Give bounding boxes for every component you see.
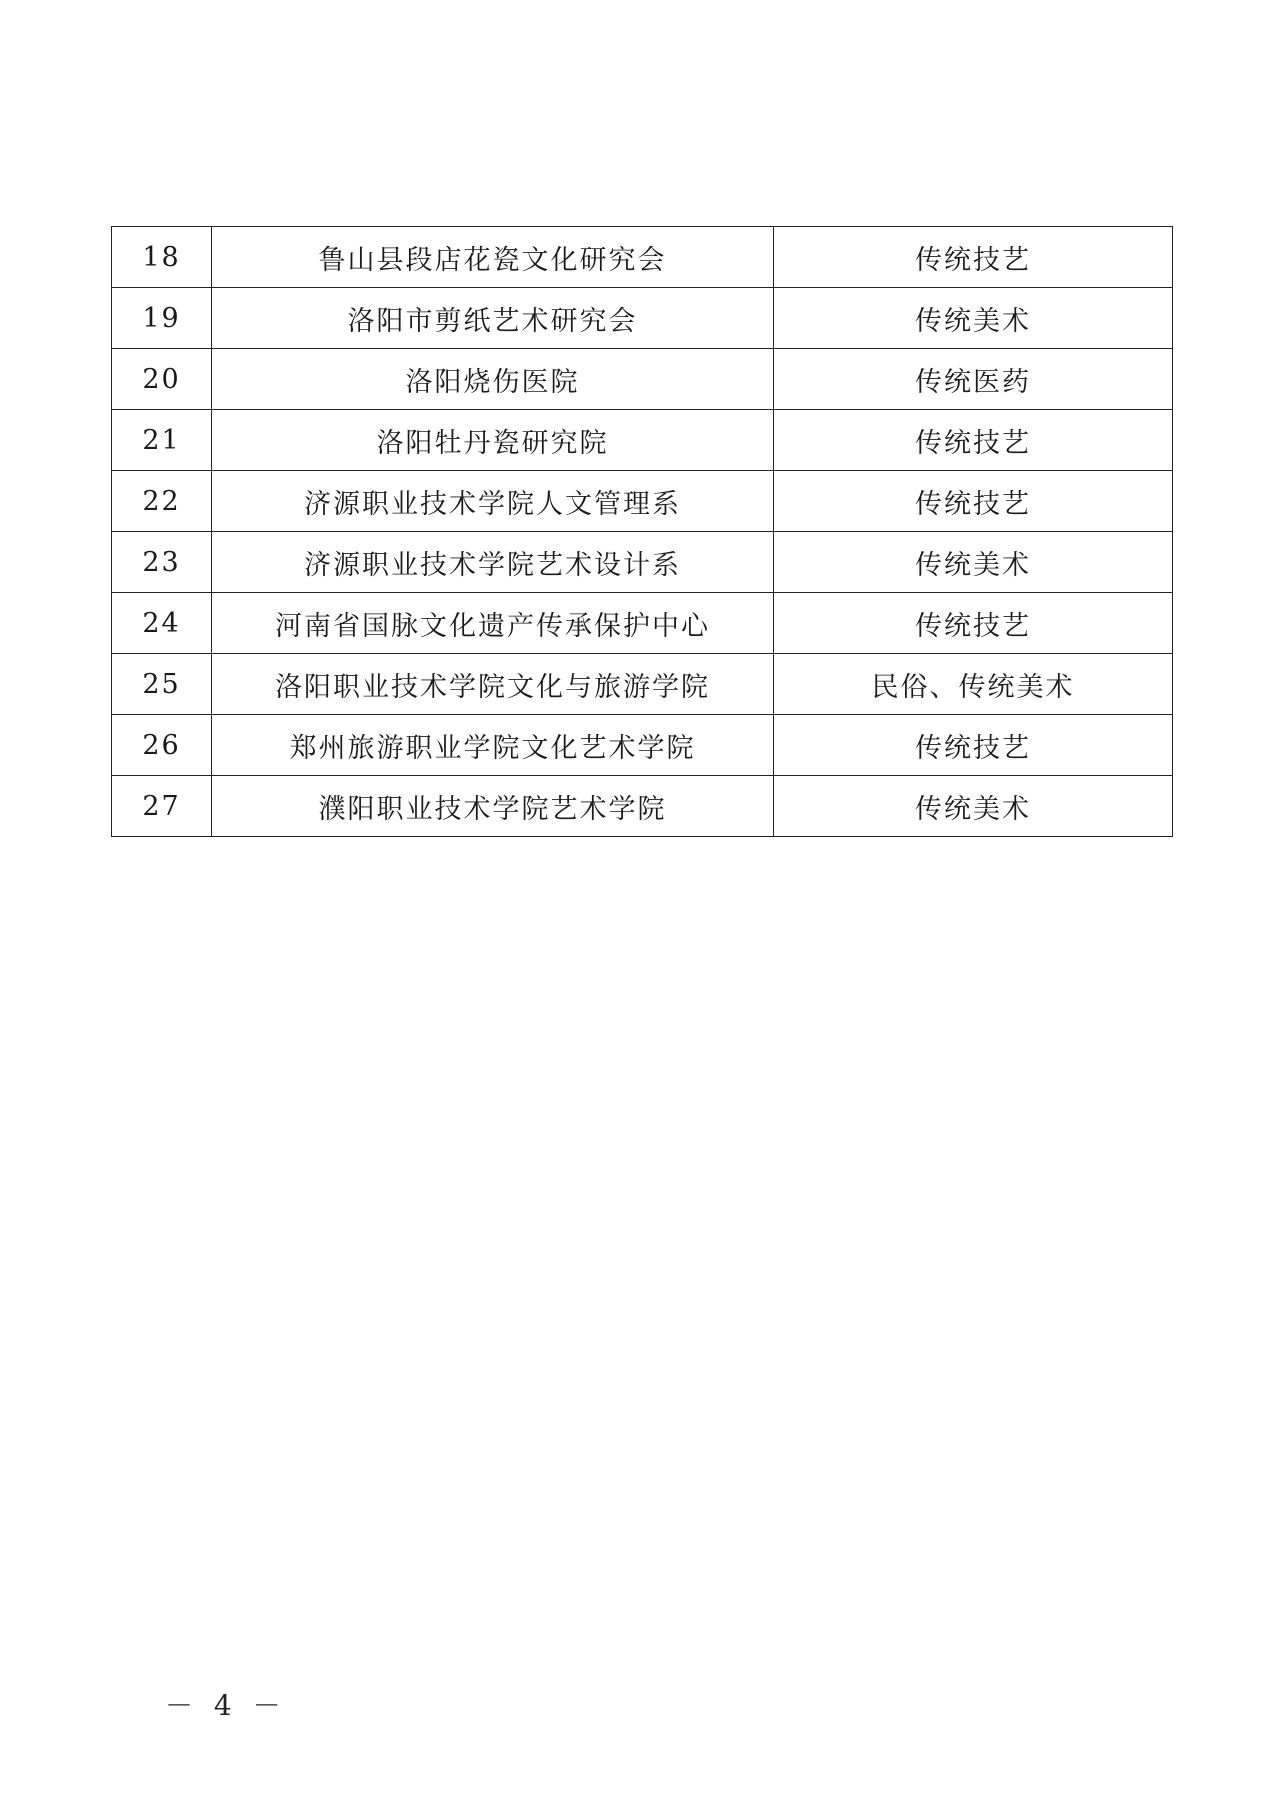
row-number: 18 bbox=[112, 227, 212, 288]
organization-table bbox=[111, 226, 1173, 837]
table-row bbox=[112, 227, 1173, 288]
category: 传统技艺 bbox=[774, 227, 1173, 288]
row-number: 24 bbox=[112, 593, 212, 654]
category: 传统技艺 bbox=[774, 715, 1173, 776]
organization-name: 河南省国脉文化遗产传承保护中心 bbox=[212, 593, 774, 654]
table-row bbox=[112, 654, 1173, 715]
table-row bbox=[112, 349, 1173, 410]
organization-name: 洛阳市剪纸艺术研究会 bbox=[212, 288, 774, 349]
category: 传统技艺 bbox=[774, 471, 1173, 532]
row-number: 20 bbox=[112, 349, 212, 410]
table-row bbox=[112, 410, 1173, 471]
row-number: 27 bbox=[112, 776, 212, 837]
organization-name: 洛阳烧伤医院 bbox=[212, 349, 774, 410]
table-row bbox=[112, 776, 1173, 837]
row-number: 23 bbox=[112, 532, 212, 593]
category: 传统美术 bbox=[774, 776, 1173, 837]
row-number: 22 bbox=[112, 471, 212, 532]
table-row bbox=[112, 471, 1173, 532]
page-number: － 4 － bbox=[165, 1689, 287, 1722]
table-row bbox=[112, 593, 1173, 654]
category: 民俗、传统美术 bbox=[774, 654, 1173, 715]
row-number: 19 bbox=[112, 288, 212, 349]
category: 传统技艺 bbox=[774, 410, 1173, 471]
table-row bbox=[112, 715, 1173, 776]
organization-name: 郑州旅游职业学院文化艺术学院 bbox=[212, 715, 774, 776]
table-row bbox=[112, 288, 1173, 349]
organization-name: 濮阳职业技术学院艺术学院 bbox=[212, 776, 774, 837]
organization-name: 鲁山县段店花瓷文化研究会 bbox=[212, 227, 774, 288]
category: 传统医药 bbox=[774, 349, 1173, 410]
category: 传统美术 bbox=[774, 288, 1173, 349]
row-number: 21 bbox=[112, 410, 212, 471]
category: 传统技艺 bbox=[774, 593, 1173, 654]
row-number: 25 bbox=[112, 654, 212, 715]
table-row bbox=[112, 532, 1173, 593]
organization-name: 洛阳牡丹瓷研究院 bbox=[212, 410, 774, 471]
category: 传统美术 bbox=[774, 532, 1173, 593]
organization-name: 洛阳职业技术学院文化与旅游学院 bbox=[212, 654, 774, 715]
row-number: 26 bbox=[112, 715, 212, 776]
organization-name: 济源职业技术学院人文管理系 bbox=[212, 471, 774, 532]
organization-name: 济源职业技术学院艺术设计系 bbox=[212, 532, 774, 593]
